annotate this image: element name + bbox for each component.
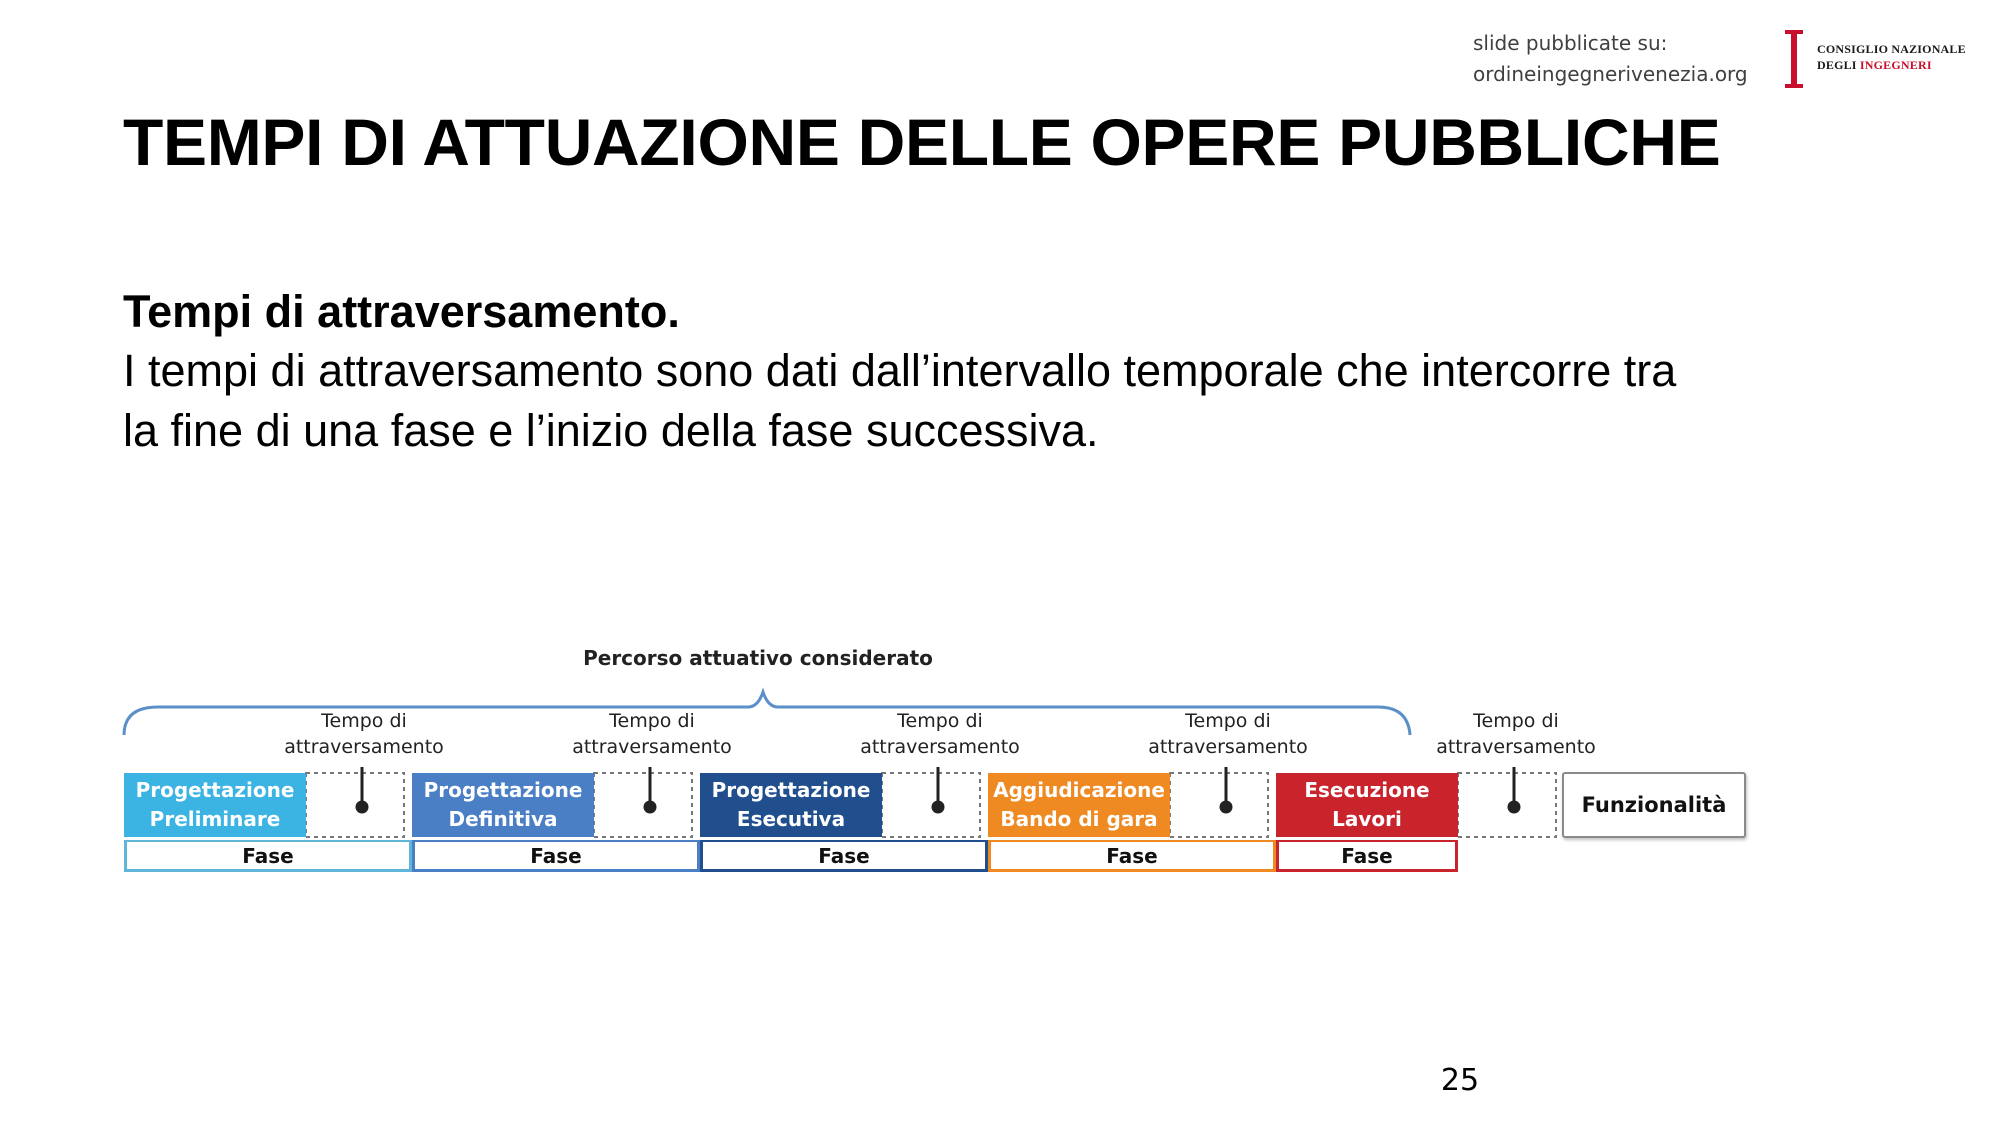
phase-box-progettazione-esecutiva	[700, 773, 882, 837]
gap-label-4	[1128, 708, 1328, 760]
logo-text-degli: DEGLI	[1817, 58, 1857, 72]
body-subtitle: Tempi di attraversamento.	[123, 286, 680, 337]
phase-3-line2: Esecutiva	[736, 807, 846, 831]
gap-box-1	[306, 773, 404, 837]
gap-label-2-line2: attraversamento	[572, 736, 732, 758]
phase-2-line1: Progettazione	[423, 778, 583, 802]
body-paragraph-line2: la fine di una fase e l’inizio della fase successiva.	[123, 405, 1099, 456]
gap-label-1-line2: attraversamento	[284, 736, 444, 758]
phase-4-line2: Bando di gara	[1000, 807, 1158, 831]
funzionalita-box: Funzionalità	[1562, 772, 1746, 838]
body-paragraph-line1: I tempi di attraversamento sono dati dall’intervallo temporale che intercorre tra	[123, 345, 1677, 396]
logo-mark-icon	[1783, 30, 1805, 88]
logo-text-line2	[1817, 58, 1932, 73]
gap-label-3-line1: Tempo di	[897, 710, 983, 732]
gap-label-4-line1: Tempo di	[1185, 710, 1271, 732]
phase-5-line2: Lavori	[1332, 807, 1402, 831]
fase-bar-2: Fase	[412, 840, 700, 872]
gap-box-5	[1458, 773, 1556, 837]
diagram-title: Percorso attuativo considerato	[583, 646, 933, 670]
gap-box-4	[1170, 773, 1268, 837]
slide-title: TEMPI DI ATTUAZIONE DELLE OPERE PUBBLICHE	[123, 105, 1721, 179]
phase-3-line1: Progettazione	[711, 778, 871, 802]
phase-1-line2: Preliminare	[149, 807, 281, 831]
logo-text-line1: CONSIGLIO NAZIONALE	[1817, 42, 1966, 56]
phase-4-line1: Aggiudicazione	[993, 778, 1165, 802]
header-note-line2: ordineingegnerivenezia.org	[1473, 62, 1748, 86]
gap-label-1	[264, 708, 464, 760]
logo-text-ingegneri: INGEGNERI	[1859, 58, 1932, 72]
phase-5-line1: Esecuzione	[1304, 778, 1430, 802]
fase-bar-1: Fase	[124, 840, 412, 872]
cni-logo	[1783, 28, 1993, 92]
gap-label-3-line2: attraversamento	[860, 736, 1020, 758]
gap-label-1-line1: Tempo di	[321, 710, 407, 732]
fase-bar-5: Fase	[1276, 840, 1458, 872]
phase-box-esecuzione-lavori	[1276, 773, 1458, 837]
gap-label-4-line2: attraversamento	[1148, 736, 1308, 758]
process-diagram	[118, 640, 1758, 885]
gap-label-5	[1416, 708, 1616, 760]
header-note-line1: slide pubblicate su:	[1473, 31, 1668, 55]
phase-2-line2: Definitiva	[448, 807, 558, 831]
fase-bar-3: Fase	[700, 840, 988, 872]
phase-box-aggiudicazione	[988, 773, 1170, 837]
page-number: 25	[1440, 1063, 1480, 1098]
gap-label-3	[840, 708, 1040, 760]
gap-box-3	[882, 773, 980, 837]
gap-box-2	[594, 773, 692, 837]
fase-bar-4: Fase	[988, 840, 1276, 872]
phase-box-progettazione-preliminare	[124, 773, 306, 837]
phase-box-progettazione-definitiva	[412, 773, 594, 837]
gap-label-5-line1: Tempo di	[1473, 710, 1559, 732]
body-text	[123, 283, 1883, 461]
phase-1-line1: Progettazione	[135, 778, 295, 802]
gap-label-2	[552, 708, 752, 760]
gap-label-2-line1: Tempo di	[609, 710, 695, 732]
gap-label-5-line2: attraversamento	[1436, 736, 1596, 758]
header-note	[1473, 28, 1748, 90]
